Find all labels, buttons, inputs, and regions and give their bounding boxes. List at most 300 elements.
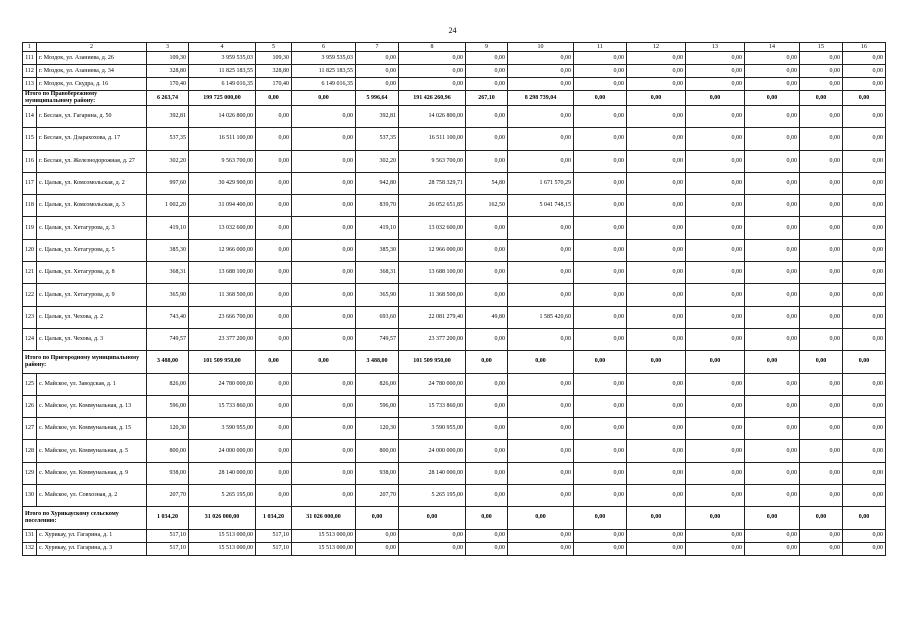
value-cell-col-6: 6 149 016,35 [292, 78, 356, 91]
address-cell: г. Беслан, ул. Железнодорожная, д. 27 [37, 150, 147, 172]
value-cell-col-10: 0,00 [508, 217, 574, 239]
value-cell-col-9: 49,80 [466, 306, 508, 328]
value-cell-col-9: 0,00 [466, 440, 508, 462]
value-cell-col-5: 170,40 [256, 78, 292, 91]
value-cell-col-6: 0,00 [292, 306, 356, 328]
table-row [23, 78, 886, 91]
value-cell-col-9: 0,00 [466, 150, 508, 172]
table-row [23, 150, 886, 172]
value-cell-col-15: 0,00 [800, 373, 843, 395]
value-cell-col-3: 365,90 [147, 284, 189, 306]
value-cell-col-7: 5 996,64 [356, 91, 399, 106]
value-cell-col-14: 0,00 [745, 351, 800, 373]
value-cell-col-7: 0,00 [356, 542, 399, 555]
value-cell-col-14: 0,00 [745, 217, 800, 239]
value-cell-col-9: 0,00 [466, 507, 508, 529]
value-cell-col-14: 0,00 [745, 150, 800, 172]
value-cell-col-12: 0,00 [627, 195, 686, 217]
value-cell-col-11: 0,00 [574, 418, 627, 440]
value-cell-col-15: 0,00 [800, 440, 843, 462]
row-number: 125 [23, 373, 37, 395]
subtotal-label: Итого по Пригородному муниципальному району: [23, 351, 147, 373]
value-cell-col-6: 0,00 [292, 239, 356, 261]
value-cell-col-12: 0,00 [627, 328, 686, 350]
value-cell-col-11: 0,00 [574, 462, 627, 484]
value-cell-col-3: 207,70 [147, 485, 189, 507]
value-cell-col-15: 0,00 [800, 217, 843, 239]
value-cell-col-14: 0,00 [745, 328, 800, 350]
value-cell-col-13: 0,00 [686, 542, 745, 555]
value-cell-col-7: 839,70 [356, 195, 399, 217]
value-cell-col-11: 0,00 [574, 78, 627, 91]
value-cell-col-15: 0,00 [800, 328, 843, 350]
value-cell-col-12: 0,00 [627, 91, 686, 106]
page-number: 24 [448, 26, 457, 35]
value-cell-col-13: 0,00 [686, 172, 745, 194]
value-cell-col-11: 0,00 [574, 440, 627, 462]
value-cell-col-11: 0,00 [574, 395, 627, 417]
value-cell-col-15: 0,00 [800, 65, 843, 78]
value-cell-col-11: 0,00 [574, 507, 627, 529]
value-cell-col-13: 0,00 [686, 52, 745, 65]
value-cell-col-7: 0,00 [356, 529, 399, 542]
address-cell: с. Цалык, ул. Комсомольская, д. 3 [37, 195, 147, 217]
value-cell-col-10: 0,00 [508, 328, 574, 350]
value-cell-col-3: 6 263,74 [147, 91, 189, 106]
value-cell-col-7: 0,00 [356, 65, 399, 78]
value-cell-col-12: 0,00 [627, 172, 686, 194]
value-cell-col-11: 0,00 [574, 172, 627, 194]
value-cell-col-14: 0,00 [745, 373, 800, 395]
table-row [23, 542, 886, 555]
value-cell-col-3: 743,40 [147, 306, 189, 328]
value-cell-col-5: 517,10 [256, 529, 292, 542]
value-cell-col-6: 15 513 000,00 [292, 542, 356, 555]
value-cell-col-11: 0,00 [574, 351, 627, 373]
value-cell-col-4: 30 429 900,00 [189, 172, 256, 194]
value-cell-col-6: 15 513 000,00 [292, 529, 356, 542]
column-header-8: 8 [399, 43, 466, 52]
value-cell-col-7: 537,35 [356, 128, 399, 150]
value-cell-col-16: 0,00 [843, 262, 886, 284]
value-cell-col-13: 0,00 [686, 106, 745, 128]
value-cell-col-12: 0,00 [627, 284, 686, 306]
value-cell-col-13: 0,00 [686, 373, 745, 395]
value-cell-col-15: 0,00 [800, 78, 843, 91]
value-cell-col-10: 8 298 739,04 [508, 91, 574, 106]
value-cell-col-7: 942,80 [356, 172, 399, 194]
value-cell-col-8: 13 688 100,00 [399, 262, 466, 284]
value-cell-col-9: 267,10 [466, 91, 508, 106]
address-cell: с. Цалык, ул. Чехова, д. 3 [37, 328, 147, 350]
value-cell-col-5: 0,00 [256, 128, 292, 150]
row-number: 111 [23, 52, 37, 65]
row-number: 129 [23, 462, 37, 484]
value-cell-col-5: 517,10 [256, 542, 292, 555]
value-cell-col-11: 0,00 [574, 217, 627, 239]
value-cell-col-6: 0,00 [292, 128, 356, 150]
row-number: 117 [23, 172, 37, 194]
value-cell-col-13: 0,00 [686, 395, 745, 417]
value-cell-col-5: 109,30 [256, 52, 292, 65]
value-cell-col-10: 0,00 [508, 128, 574, 150]
value-cell-col-15: 0,00 [800, 195, 843, 217]
value-cell-col-8: 0,00 [399, 52, 466, 65]
column-header-10: 10 [508, 43, 574, 52]
value-cell-col-15: 0,00 [800, 106, 843, 128]
subtotal-row [23, 507, 886, 529]
value-cell-col-16: 0,00 [843, 150, 886, 172]
value-cell-col-13: 0,00 [686, 78, 745, 91]
value-cell-col-12: 0,00 [627, 351, 686, 373]
value-cell-col-14: 0,00 [745, 507, 800, 529]
value-cell-col-7: 302,20 [356, 150, 399, 172]
value-cell-col-16: 0,00 [843, 91, 886, 106]
value-cell-col-6: 0,00 [292, 217, 356, 239]
address-cell: с. Майское, ул. Совхозная, д. 2 [37, 485, 147, 507]
value-cell-col-14: 0,00 [745, 52, 800, 65]
value-cell-col-9: 0,00 [466, 217, 508, 239]
column-header-3: 3 [147, 43, 189, 52]
value-cell-col-13: 0,00 [686, 351, 745, 373]
value-cell-col-3: 517,10 [147, 529, 189, 542]
value-cell-col-9: 0,00 [466, 284, 508, 306]
value-cell-col-6: 0,00 [292, 172, 356, 194]
value-cell-col-16: 0,00 [843, 542, 886, 555]
value-cell-col-15: 0,00 [800, 172, 843, 194]
value-cell-col-5: 328,80 [256, 65, 292, 78]
value-cell-col-6: 0,00 [292, 395, 356, 417]
address-cell: с. Цалык, ул. Чехова, д. 2 [37, 306, 147, 328]
value-cell-col-3: 419,10 [147, 217, 189, 239]
value-cell-col-10: 5 041 748,15 [508, 195, 574, 217]
value-cell-col-12: 0,00 [627, 529, 686, 542]
table-body [23, 43, 886, 556]
value-cell-col-15: 0,00 [800, 52, 843, 65]
value-cell-col-13: 0,00 [686, 507, 745, 529]
value-cell-col-11: 0,00 [574, 284, 627, 306]
value-cell-col-16: 0,00 [843, 485, 886, 507]
value-cell-col-14: 0,00 [745, 485, 800, 507]
value-cell-col-9: 162,50 [466, 195, 508, 217]
value-cell-col-12: 0,00 [627, 106, 686, 128]
value-cell-col-13: 0,00 [686, 262, 745, 284]
value-cell-col-13: 0,00 [686, 529, 745, 542]
value-cell-col-8: 16 511 100,00 [399, 128, 466, 150]
value-cell-col-5: 0,00 [256, 106, 292, 128]
row-number: 113 [23, 78, 37, 91]
value-cell-col-5: 0,00 [256, 217, 292, 239]
value-cell-col-7: 0,00 [356, 52, 399, 65]
value-cell-col-10: 0,00 [508, 507, 574, 529]
row-number: 120 [23, 239, 37, 261]
table-row [23, 217, 886, 239]
value-cell-col-3: 749,57 [147, 328, 189, 350]
value-cell-col-8: 9 563 700,00 [399, 150, 466, 172]
value-cell-col-8: 26 052 651,85 [399, 195, 466, 217]
address-cell: с. Цалык, ул. Хетагурова, д. 9 [37, 284, 147, 306]
value-cell-col-10: 0,00 [508, 395, 574, 417]
value-cell-col-15: 0,00 [800, 91, 843, 106]
value-cell-col-6: 0,00 [292, 418, 356, 440]
row-number: 112 [23, 65, 37, 78]
value-cell-col-6: 0,00 [292, 195, 356, 217]
value-cell-col-12: 0,00 [627, 239, 686, 261]
address-cell: с. Майское, ул. Коммунальная, д. 9 [37, 462, 147, 484]
value-cell-col-3: 826,00 [147, 373, 189, 395]
address-cell: с. Цалык, ул. Хетагурова, д. 5 [37, 239, 147, 261]
value-cell-col-12: 0,00 [627, 306, 686, 328]
value-cell-col-8: 13 032 600,00 [399, 217, 466, 239]
value-cell-col-8: 24 780 000,00 [399, 373, 466, 395]
value-cell-col-16: 0,00 [843, 507, 886, 529]
table-row [23, 239, 886, 261]
value-cell-col-3: 392,81 [147, 106, 189, 128]
value-cell-col-12: 0,00 [627, 65, 686, 78]
row-number: 131 [23, 529, 37, 542]
address-cell: с. Хурикау, ул. Гагарина, д. 3 [37, 542, 147, 555]
value-cell-col-10: 0,00 [508, 485, 574, 507]
value-cell-col-11: 0,00 [574, 485, 627, 507]
value-cell-col-5: 0,00 [256, 328, 292, 350]
value-cell-col-4: 31 026 000,00 [189, 507, 256, 529]
table-row [23, 284, 886, 306]
value-cell-col-12: 0,00 [627, 440, 686, 462]
value-cell-col-3: 1 002,20 [147, 195, 189, 217]
table-row [23, 128, 886, 150]
value-cell-col-12: 0,00 [627, 150, 686, 172]
value-cell-col-8: 101 509 950,00 [399, 351, 466, 373]
value-cell-col-11: 0,00 [574, 529, 627, 542]
column-header-7: 7 [356, 43, 399, 52]
value-cell-col-8: 22 081 279,40 [399, 306, 466, 328]
value-cell-col-14: 0,00 [745, 306, 800, 328]
value-cell-col-16: 0,00 [843, 529, 886, 542]
value-cell-col-6: 11 825 183,55 [292, 65, 356, 78]
row-number: 123 [23, 306, 37, 328]
value-cell-col-9: 0,00 [466, 65, 508, 78]
value-cell-col-7: 385,30 [356, 239, 399, 261]
value-cell-col-3: 537,35 [147, 128, 189, 150]
table-row [23, 395, 886, 417]
value-cell-col-10: 0,00 [508, 529, 574, 542]
table-row [23, 172, 886, 194]
value-cell-col-16: 0,00 [843, 351, 886, 373]
value-cell-col-5: 0,00 [256, 195, 292, 217]
value-cell-col-9: 0,00 [466, 78, 508, 91]
row-number: 130 [23, 485, 37, 507]
address-cell: г. Моздок, ул. Азаниева, д. 26 [37, 52, 147, 65]
value-cell-col-14: 0,00 [745, 418, 800, 440]
value-cell-col-14: 0,00 [745, 529, 800, 542]
row-number: 124 [23, 328, 37, 350]
value-cell-col-10: 0,00 [508, 351, 574, 373]
table-row [23, 440, 886, 462]
value-cell-col-3: 368,31 [147, 262, 189, 284]
value-cell-col-12: 0,00 [627, 217, 686, 239]
address-cell: с. Майское, ул. Коммунальная, д. 5 [37, 440, 147, 462]
value-cell-col-16: 0,00 [843, 284, 886, 306]
value-cell-col-7: 365,90 [356, 284, 399, 306]
value-cell-col-4: 13 032 600,00 [189, 217, 256, 239]
value-cell-col-10: 0,00 [508, 52, 574, 65]
value-cell-col-9: 0,00 [466, 328, 508, 350]
value-cell-col-4: 31 094 400,00 [189, 195, 256, 217]
value-cell-col-13: 0,00 [686, 328, 745, 350]
value-cell-col-14: 0,00 [745, 106, 800, 128]
value-cell-col-4: 6 149 016,35 [189, 78, 256, 91]
value-cell-col-16: 0,00 [843, 328, 886, 350]
value-cell-col-15: 0,00 [800, 262, 843, 284]
column-number-header [23, 43, 886, 52]
column-header-1: 1 [23, 43, 37, 52]
value-cell-col-13: 0,00 [686, 440, 745, 462]
value-cell-col-10: 0,00 [508, 418, 574, 440]
address-cell: г. Моздок, ул. Скудра, д. 16 [37, 78, 147, 91]
table-row [23, 529, 886, 542]
table-row [23, 485, 886, 507]
row-number: 119 [23, 217, 37, 239]
value-cell-col-10: 1 671 570,29 [508, 172, 574, 194]
value-cell-col-7: 938,00 [356, 462, 399, 484]
table-row [23, 65, 886, 78]
value-cell-col-13: 0,00 [686, 239, 745, 261]
value-cell-col-12: 0,00 [627, 52, 686, 65]
value-cell-col-14: 0,00 [745, 65, 800, 78]
value-cell-col-4: 14 026 800,00 [189, 106, 256, 128]
value-cell-col-11: 0,00 [574, 128, 627, 150]
value-cell-col-13: 0,00 [686, 418, 745, 440]
value-cell-col-14: 0,00 [745, 440, 800, 462]
value-cell-col-10: 0,00 [508, 542, 574, 555]
value-cell-col-16: 0,00 [843, 65, 886, 78]
column-header-15: 15 [800, 43, 843, 52]
value-cell-col-10: 0,00 [508, 106, 574, 128]
value-cell-col-4: 13 688 100,00 [189, 262, 256, 284]
value-cell-col-13: 0,00 [686, 284, 745, 306]
value-cell-col-12: 0,00 [627, 462, 686, 484]
value-cell-col-15: 0,00 [800, 306, 843, 328]
value-cell-col-15: 0,00 [800, 150, 843, 172]
value-cell-col-10: 0,00 [508, 440, 574, 462]
value-cell-col-3: 997,60 [147, 172, 189, 194]
value-cell-col-8: 12 966 000,00 [399, 239, 466, 261]
value-cell-col-15: 0,00 [800, 529, 843, 542]
value-cell-col-8: 11 368 500,00 [399, 284, 466, 306]
value-cell-col-16: 0,00 [843, 128, 886, 150]
value-cell-col-10: 0,00 [508, 284, 574, 306]
value-cell-col-9: 0,00 [466, 485, 508, 507]
address-cell: г. Моздок, ул. Азаниева, д. 34 [37, 65, 147, 78]
value-cell-col-11: 0,00 [574, 373, 627, 395]
value-cell-col-16: 0,00 [843, 306, 886, 328]
value-cell-col-7: 693,60 [356, 306, 399, 328]
table-row [23, 373, 886, 395]
address-cell: с. Майское, ул. Коммунальная, д. 15 [37, 418, 147, 440]
column-header-4: 4 [189, 43, 256, 52]
value-cell-col-14: 0,00 [745, 542, 800, 555]
value-cell-col-11: 0,00 [574, 328, 627, 350]
value-cell-col-16: 0,00 [843, 462, 886, 484]
value-cell-col-3: 109,30 [147, 52, 189, 65]
value-cell-col-10: 0,00 [508, 239, 574, 261]
value-cell-col-14: 0,00 [745, 462, 800, 484]
value-cell-col-7: 120,30 [356, 418, 399, 440]
value-cell-col-13: 0,00 [686, 217, 745, 239]
row-number: 132 [23, 542, 37, 555]
value-cell-col-14: 0,00 [745, 128, 800, 150]
value-cell-col-5: 0,00 [256, 306, 292, 328]
value-cell-col-9: 0,00 [466, 52, 508, 65]
row-number: 121 [23, 262, 37, 284]
value-cell-col-14: 0,00 [745, 284, 800, 306]
value-cell-col-5: 0,00 [256, 418, 292, 440]
value-cell-col-13: 0,00 [686, 306, 745, 328]
value-cell-col-15: 0,00 [800, 395, 843, 417]
value-cell-col-11: 0,00 [574, 239, 627, 261]
table-row [23, 328, 886, 350]
address-cell: с. Цалык, ул. Хетагурова, д. 3 [37, 217, 147, 239]
value-cell-col-9: 0,00 [466, 106, 508, 128]
column-header-6: 6 [292, 43, 356, 52]
value-cell-col-5: 0,00 [256, 462, 292, 484]
value-cell-col-9: 0,00 [466, 239, 508, 261]
value-cell-col-11: 0,00 [574, 52, 627, 65]
value-cell-col-12: 0,00 [627, 418, 686, 440]
row-number: 126 [23, 395, 37, 417]
value-cell-col-11: 0,00 [574, 106, 627, 128]
value-cell-col-13: 0,00 [686, 485, 745, 507]
value-cell-col-11: 0,00 [574, 91, 627, 106]
address-cell: г. Беслан, ул. Гагарина, д. 50 [37, 106, 147, 128]
value-cell-col-14: 0,00 [745, 172, 800, 194]
value-cell-col-7: 800,00 [356, 440, 399, 462]
value-cell-col-5: 0,00 [256, 440, 292, 462]
value-cell-col-8: 5 265 195,00 [399, 485, 466, 507]
table-row [23, 195, 886, 217]
value-cell-col-7: 419,10 [356, 217, 399, 239]
value-cell-col-16: 0,00 [843, 239, 886, 261]
column-header-9: 9 [466, 43, 508, 52]
value-cell-col-10: 1 585 420,60 [508, 306, 574, 328]
value-cell-col-9: 0,00 [466, 529, 508, 542]
value-cell-col-10: 0,00 [508, 262, 574, 284]
value-cell-col-4: 24 000 000,00 [189, 440, 256, 462]
value-cell-col-3: 596,00 [147, 395, 189, 417]
value-cell-col-8: 23 377 200,00 [399, 328, 466, 350]
row-number: 116 [23, 150, 37, 172]
value-cell-col-4: 16 511 100,00 [189, 128, 256, 150]
value-cell-col-12: 0,00 [627, 128, 686, 150]
value-cell-col-4: 23 377 200,00 [189, 328, 256, 350]
value-cell-col-3: 328,80 [147, 65, 189, 78]
subtotal-label: Итого по Правобережному муниципальному району: [23, 91, 147, 106]
value-cell-col-10: 0,00 [508, 462, 574, 484]
value-cell-col-15: 0,00 [800, 542, 843, 555]
row-number: 115 [23, 128, 37, 150]
value-cell-col-6: 0,00 [292, 106, 356, 128]
value-cell-col-7: 3 488,00 [356, 351, 399, 373]
value-cell-col-5: 0,00 [256, 284, 292, 306]
value-cell-col-4: 23 666 700,00 [189, 306, 256, 328]
value-cell-col-8: 0,00 [399, 542, 466, 555]
value-cell-col-3: 120,30 [147, 418, 189, 440]
value-cell-col-15: 0,00 [800, 418, 843, 440]
value-cell-col-13: 0,00 [686, 128, 745, 150]
value-cell-col-5: 0,00 [256, 351, 292, 373]
value-cell-col-14: 0,00 [745, 195, 800, 217]
value-cell-col-9: 54,80 [466, 172, 508, 194]
